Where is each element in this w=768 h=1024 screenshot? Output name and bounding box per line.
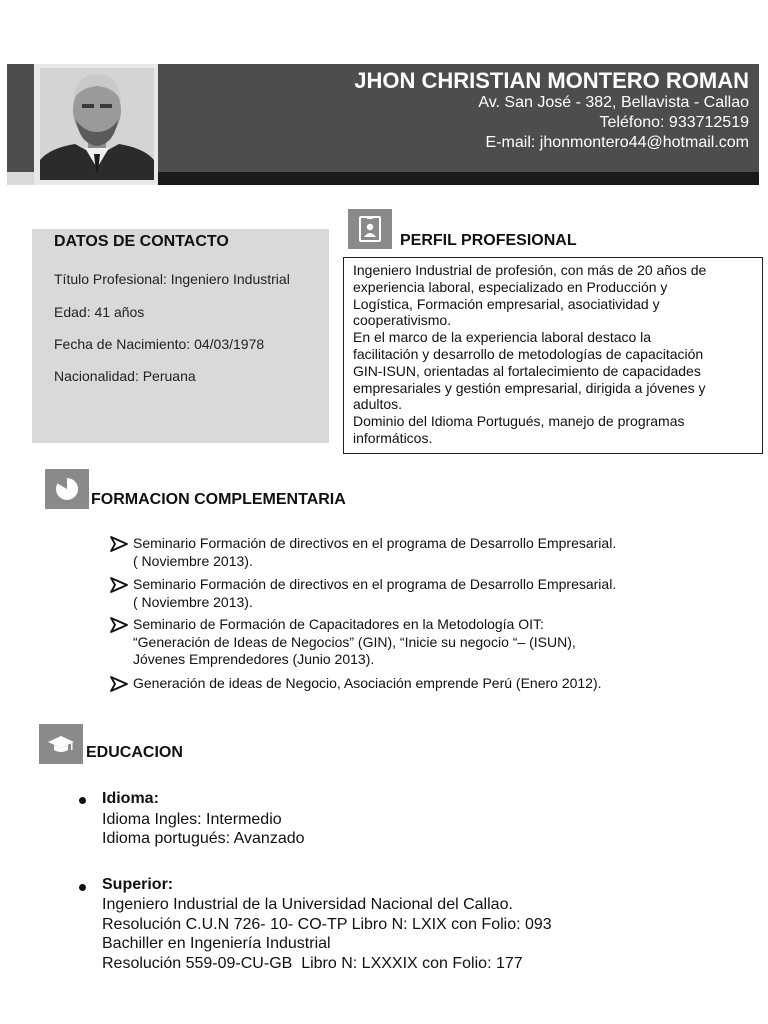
complementary-title: FORMACION COMPLEMENTARIA	[91, 491, 346, 508]
education-line: Ingeniero Industrial de la Universidad Nacional del Callao.	[102, 896, 513, 913]
contact-line: Título Profesional: Ingeniero Industrial	[54, 271, 290, 287]
education-higher-heading: Superior:	[102, 876, 174, 893]
bullet-icon	[79, 884, 86, 891]
header-address: Av. San José - 382, Bellavista - Callao	[478, 94, 749, 111]
arrow-bullet-icon	[110, 576, 133, 611]
profile-box	[343, 257, 763, 454]
education-line: Idioma Ingles: Intermedio	[102, 811, 282, 828]
list-item	[110, 576, 710, 611]
contact-line: Fecha de Nacimiento: 04/03/1978	[54, 336, 265, 352]
list-item-text: Seminario Formación de directivos en el programa de Desarrollo Empresarial. ( Noviembre 2013).	[133, 576, 617, 610]
education-line: Bachiller en Ingeniería Industrial	[102, 935, 331, 952]
header-phone: Teléfono: 933712519	[599, 114, 749, 131]
education-line: Resolución 559-09-CU-GB Libro N: LXXXIX con Folio: 177	[102, 955, 523, 972]
profile-title: PERFIL PROFESIONAL	[400, 232, 577, 249]
list-item-text: Generación de ideas de Negocio, Asociación emprende Perú (Enero 2012).	[133, 675, 602, 691]
header-email: E-mail: jhonmontero44@hotmail.com	[485, 134, 749, 151]
list-item	[110, 616, 710, 669]
contact-line: Nacionalidad: Peruana	[54, 368, 196, 384]
contact-title: DATOS DE CONTACTO	[54, 233, 229, 250]
contact-box	[32, 229, 329, 443]
profile-text: Ingeniero Industrial de profesión, con más de 20 años de experiencia laboral, especializado en Producción y Logística, Formación empresarial, asociatividad y cooperativismo. En el marco de la experiencia laboral destaco la facilitación y desarrollo de metodologías de capacitación GIN-ISUN, orientadas al fortalecimiento de capacidades empresariales y gestión empresarial, dirigida a jóvenes y adultos. Dominio del Idioma Portugués, manejo de programas informáticos.	[353, 262, 707, 446]
profile-photo	[40, 68, 154, 180]
arrow-bullet-icon	[110, 535, 133, 570]
education-language-heading: Idioma:	[102, 790, 159, 807]
bullet-icon	[79, 797, 86, 804]
list-item-text: Seminario de Formación de Capacitadores en la Metodología OIT: “Generación de Ideas de Negocios” (GIN), “Inicie su negocio “– (ISUN), Jóvenes Emprendedores (Junio 2013).	[133, 616, 576, 667]
list-item	[110, 535, 710, 570]
graduation-cap-icon	[39, 724, 83, 764]
candidate-name: JHON CHRISTIAN MONTERO ROMAN	[354, 68, 749, 93]
arrow-bullet-icon	[110, 675, 133, 697]
list-item	[110, 675, 710, 697]
pie-chart-icon	[45, 469, 89, 509]
education-line: Resolución C.U.N 726- 10- CO-TP Libro N: LXIX con Folio: 093	[102, 916, 552, 933]
id-badge-icon	[348, 209, 392, 249]
arrow-bullet-icon	[110, 616, 133, 669]
education-title: EDUCACION	[86, 744, 183, 761]
list-item-text: Seminario Formación de directivos en el programa de Desarrollo Empresarial. ( Noviembre 2013).	[133, 535, 617, 569]
education-line: Idioma portugués: Avanzado	[102, 830, 305, 847]
contact-line: Edad: 41 años	[54, 304, 145, 320]
